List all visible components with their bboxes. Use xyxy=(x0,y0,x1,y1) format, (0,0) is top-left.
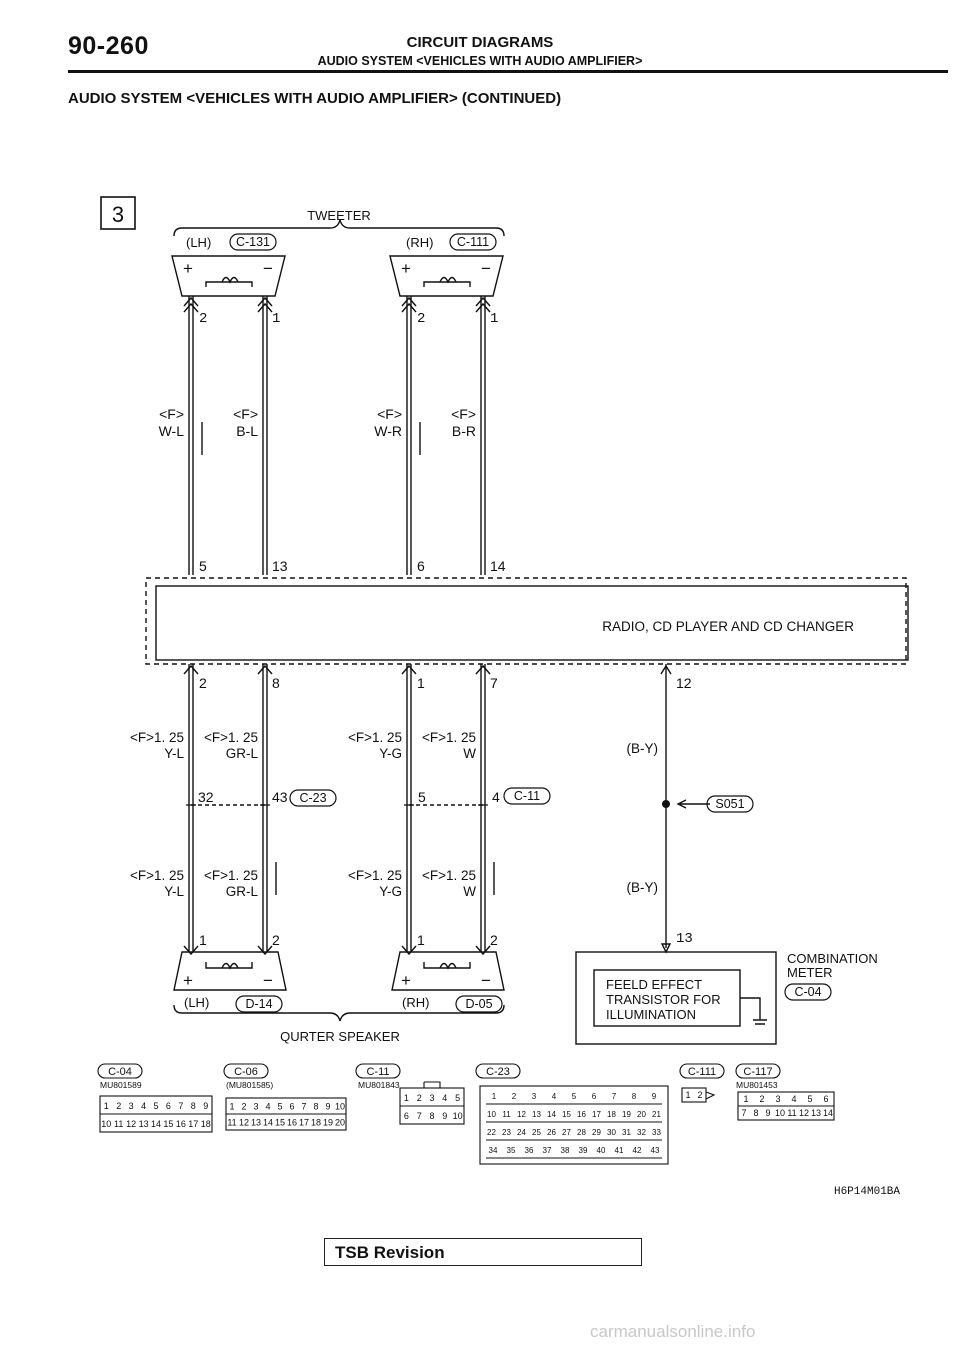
connector-pin: 1 xyxy=(491,1092,497,1101)
connector-pin: 25 xyxy=(532,1128,541,1137)
connector-pin: 14 xyxy=(547,1110,556,1119)
connector-view-id: C-117 xyxy=(743,1066,773,1078)
connector-pin: 15 xyxy=(274,1117,286,1128)
connector-pin: 3 xyxy=(253,1101,259,1112)
connector-pin: 36 xyxy=(524,1146,534,1155)
connector-pin: 6 xyxy=(289,1101,295,1112)
speaker-brace xyxy=(174,1005,504,1021)
connector-view-id: C-11 xyxy=(366,1066,390,1078)
connector-view-id: C-23 xyxy=(486,1066,510,1078)
connector-pin: 4 xyxy=(442,1093,448,1103)
connector-pin: 17 xyxy=(188,1119,199,1129)
connector-pin: 37 xyxy=(542,1146,552,1155)
connector-pin: 29 xyxy=(592,1128,601,1137)
wire-color: GR-L xyxy=(225,746,258,761)
connector-pin: 14 xyxy=(150,1119,162,1129)
pin-number: 2 xyxy=(490,932,498,948)
fet-label: ILLUMINATION xyxy=(606,1007,697,1022)
connector-pin: 16 xyxy=(286,1117,298,1128)
connector-views xyxy=(98,1064,834,1164)
tsb-revision-box: TSB Revision xyxy=(324,1238,642,1266)
wire-tag: <F>1. 25 xyxy=(129,868,184,883)
radio-pin: 7 xyxy=(490,675,498,691)
connector-pin: 13 xyxy=(810,1108,822,1119)
connector-pin: 3 xyxy=(429,1093,435,1103)
connector-pin: 4 xyxy=(551,1092,557,1101)
connector-pin: 14 xyxy=(822,1108,834,1119)
connector-pin: 38 xyxy=(560,1146,570,1155)
connector-pin: 1 xyxy=(229,1101,235,1112)
connector-pin: 20 xyxy=(334,1117,346,1128)
page-header-title: CIRCUIT DIAGRAMS xyxy=(406,34,554,51)
connector-pin: 1 xyxy=(743,1094,749,1105)
radio-pin: 13 xyxy=(272,558,288,574)
connector-pin: 9 xyxy=(651,1092,657,1101)
connector-pin: 6 xyxy=(823,1094,829,1105)
pin-number: 2 xyxy=(199,311,208,327)
connector-pin: 41 xyxy=(614,1146,624,1155)
connector-id: C-23 xyxy=(299,791,327,805)
connector-pin: 5 xyxy=(277,1101,283,1112)
splice-arrow xyxy=(678,800,710,808)
wire-tag: <F> xyxy=(233,406,258,422)
combination-meter-label: COMBINATION xyxy=(787,951,878,966)
connector-pin: 4 xyxy=(141,1101,147,1111)
connector-pin: 26 xyxy=(547,1128,556,1137)
wire-color: W-R xyxy=(374,423,402,439)
connector-pin: 11 xyxy=(114,1119,124,1129)
connector-pin: 7 xyxy=(178,1101,184,1111)
connector-pin: 33 xyxy=(652,1128,661,1137)
wire-color: Y-G xyxy=(379,884,402,899)
connector-pin: 24 xyxy=(517,1128,526,1137)
radio-pin: 1 xyxy=(417,675,425,691)
wire-color: Y-L xyxy=(164,884,184,899)
connector-part-number: MU801453 xyxy=(736,1080,778,1090)
radio-pin: 2 xyxy=(199,675,207,691)
connector-pin: 5 xyxy=(455,1093,461,1103)
connector-pin: 13 xyxy=(532,1110,541,1119)
connector-pin: 21 xyxy=(652,1110,661,1119)
connector-pin: 10 xyxy=(334,1101,346,1112)
connector-pin: 14 xyxy=(262,1117,274,1128)
connector-pin: 16 xyxy=(175,1119,186,1129)
connector-pin: 15 xyxy=(562,1110,571,1119)
speaker-minus: − xyxy=(481,971,491,990)
wire-color: GR-L xyxy=(225,884,258,899)
ground-wire-color: (B-Y) xyxy=(626,880,658,895)
connector-id: C-131 xyxy=(235,235,271,249)
splice-point xyxy=(662,800,670,808)
connector-pin: 4 xyxy=(791,1094,797,1105)
connector-pin: 7 xyxy=(301,1101,307,1112)
wire-color: B-R xyxy=(451,423,476,439)
connector-pin: 7 xyxy=(416,1111,422,1121)
connector-pin: 17 xyxy=(298,1117,310,1128)
connector-pin: 4 xyxy=(265,1101,271,1112)
connector-view-id: C-04 xyxy=(108,1066,132,1078)
connector-pin: 2 xyxy=(697,1090,703,1101)
connector-pin: 3 xyxy=(775,1094,781,1105)
connector-pin: 40 xyxy=(596,1146,606,1155)
radio-pin: 12 xyxy=(676,675,692,691)
connector-id: C-11 xyxy=(513,789,541,803)
wire-color: W xyxy=(463,746,476,761)
connector-pin: 18 xyxy=(310,1117,322,1128)
radio-pin: 8 xyxy=(272,675,280,691)
connector-pin: 2 xyxy=(241,1101,247,1112)
speaker-label: QURTER SPEAKER xyxy=(280,1029,400,1044)
connector-view-id: C-06 xyxy=(234,1066,258,1078)
connector-pin: 16 xyxy=(577,1110,586,1119)
radio-label: RADIO, CD PLAYER AND CD CHANGER xyxy=(602,619,854,634)
connector-pin: 42 xyxy=(632,1146,642,1155)
wire-tag: <F>1. 25 xyxy=(129,730,184,745)
tweeter-plus: + xyxy=(183,259,193,278)
connector-view-id: C-111 xyxy=(687,1066,717,1078)
connector-pin: 8 xyxy=(753,1108,759,1119)
connector-id: D-05 xyxy=(465,997,493,1011)
connector-pin: 10 xyxy=(487,1110,496,1119)
speaker-plus: + xyxy=(183,971,193,990)
connector-pin: 28 xyxy=(577,1128,586,1137)
wire-tag: <F> xyxy=(451,406,476,422)
connector-pin: 32 xyxy=(637,1128,646,1137)
wire-tag: <F>1. 25 xyxy=(347,868,402,883)
connector-pin: 8 xyxy=(190,1101,196,1111)
connector-pin: 19 xyxy=(322,1117,334,1128)
connector-pin: 3 xyxy=(128,1101,134,1111)
wire-tag: <F>1. 25 xyxy=(203,868,258,883)
wire-tag: <F>1. 25 xyxy=(421,868,476,883)
connector-pin: 2 xyxy=(759,1094,765,1105)
pin-number: 1 xyxy=(199,932,207,948)
speaker-rh-side: (RH) xyxy=(402,995,430,1010)
connector-pin: 10 xyxy=(774,1108,786,1119)
wire-tag: <F>1. 25 xyxy=(203,730,258,745)
connector-pin: 27 xyxy=(562,1128,571,1137)
joint-pin: 32 xyxy=(198,789,214,805)
joint-pin: 5 xyxy=(418,789,426,805)
connector-pin: 18 xyxy=(200,1119,211,1129)
radio-pin: 5 xyxy=(199,558,207,574)
connector-pin: 8 xyxy=(313,1101,319,1112)
connector-pin: 9 xyxy=(765,1108,771,1119)
connector-pin: 10 xyxy=(101,1119,112,1129)
wire-color: W-L xyxy=(158,423,184,439)
connector-pin: 6 xyxy=(403,1111,409,1121)
wire-tag: <F>1. 25 xyxy=(421,730,476,745)
wire-tag: <F> xyxy=(377,406,402,422)
connector-pin: 2 xyxy=(116,1101,122,1111)
connector-pin: 1 xyxy=(403,1093,409,1103)
connector-part-number: MU801843 xyxy=(358,1080,400,1090)
tweeter-rh-side: (RH) xyxy=(406,235,434,250)
connector-pin: 7 xyxy=(741,1108,747,1119)
connector-pin: 12 xyxy=(798,1108,810,1119)
tweeter-minus: − xyxy=(481,259,491,278)
connector-pin: 10 xyxy=(452,1111,463,1121)
connector-pin: 23 xyxy=(502,1128,511,1137)
connector-pin: 13 xyxy=(138,1119,149,1129)
connector-pin: 1 xyxy=(685,1090,691,1101)
connector-pin: 7 xyxy=(611,1092,617,1101)
connector-pin: 6 xyxy=(591,1092,597,1101)
tweeter-plus: + xyxy=(401,259,411,278)
pin-number: 1 xyxy=(417,932,425,948)
page-header-subtitle: AUDIO SYSTEM <VEHICLES WITH AUDIO AMPLIFIER> xyxy=(317,54,643,68)
connector-id: C-111 xyxy=(456,235,490,249)
splice-id: S051 xyxy=(715,797,745,811)
speaker-wires xyxy=(184,664,490,954)
connector-part-number: (MU801585) xyxy=(226,1080,274,1090)
pin-number: 1 xyxy=(490,311,499,327)
wire-color: Y-L xyxy=(164,746,184,761)
tweeter-lh-side: (LH) xyxy=(186,235,212,250)
connector-id: D-14 xyxy=(245,997,273,1011)
connector-pin: 2 xyxy=(511,1092,517,1101)
connector-pin: 9 xyxy=(203,1101,209,1111)
tweeter-wires xyxy=(184,296,490,575)
connector-pin: 11 xyxy=(227,1117,237,1128)
figure-code: H6P14M01BA xyxy=(833,1186,900,1198)
wire-color: W xyxy=(463,884,476,899)
connector-pin: 18 xyxy=(607,1110,616,1119)
wire-tag: <F>1. 25 xyxy=(347,730,402,745)
wire-color: B-L xyxy=(236,423,258,439)
connector-pin: 34 xyxy=(488,1146,498,1155)
connector-pin: 8 xyxy=(631,1092,637,1101)
connector-pin: 2 xyxy=(416,1093,422,1103)
page-number: 90-260 xyxy=(68,32,149,60)
fet-label: TRANSISTOR FOR xyxy=(606,992,721,1007)
connector-pin: 35 xyxy=(506,1146,516,1155)
connector-pin: 5 xyxy=(571,1092,577,1101)
connector-pin: 30 xyxy=(607,1128,616,1137)
meter-pin: 13 xyxy=(676,931,693,947)
block-number: 3 xyxy=(111,202,125,227)
connector-pin: 19 xyxy=(622,1110,631,1119)
connector-pin: 12 xyxy=(238,1117,250,1128)
speaker-plus: + xyxy=(401,971,411,990)
connector-pin: 9 xyxy=(442,1111,448,1121)
connector-part-number: MU801589 xyxy=(100,1080,142,1090)
wire-tag: <F> xyxy=(159,406,184,422)
pin-number: 2 xyxy=(417,311,426,327)
combination-meter-label: METER xyxy=(787,965,833,980)
connector-pin: 15 xyxy=(163,1119,174,1129)
connector-pin: 13 xyxy=(250,1117,262,1128)
section-title: AUDIO SYSTEM <VEHICLES WITH AUDIO AMPLIFIER> (CONTINUED) xyxy=(68,90,562,107)
joint-pin: 4 xyxy=(492,789,500,805)
connector-pin: 12 xyxy=(126,1119,137,1129)
ground-wire-color: (B-Y) xyxy=(626,741,658,756)
connector-pin: 22 xyxy=(487,1128,496,1137)
connector-pin: 3 xyxy=(531,1092,537,1101)
connector-pin: 12 xyxy=(517,1110,526,1119)
watermark: carmanualsonline.info xyxy=(590,1322,756,1341)
connector-pin: 11 xyxy=(502,1110,511,1119)
joint-pin: 43 xyxy=(272,789,288,805)
connector-pin: 5 xyxy=(807,1094,813,1105)
speaker-minus: − xyxy=(263,971,273,990)
fet-label: FEELD EFFECT xyxy=(606,977,703,992)
connector-pin: 6 xyxy=(165,1101,171,1111)
connector-pin: 39 xyxy=(578,1146,588,1155)
connector-pin: 8 xyxy=(429,1111,435,1121)
connector-id: C-04 xyxy=(794,985,822,999)
radio-pin: 14 xyxy=(490,558,506,574)
pin-number: 1 xyxy=(272,311,281,327)
radio-pin: 6 xyxy=(417,558,425,574)
tweeter-minus: − xyxy=(263,259,273,278)
connector-pin: 1 xyxy=(103,1101,109,1111)
connector-pin: 9 xyxy=(325,1101,331,1112)
connector-pin: 5 xyxy=(153,1101,159,1111)
connector-pin: 20 xyxy=(637,1110,646,1119)
connector-pin: 43 xyxy=(650,1146,660,1155)
connector-pin: 31 xyxy=(622,1128,631,1137)
pin-number: 2 xyxy=(272,932,280,948)
connector-pin: 11 xyxy=(787,1108,797,1119)
tweeter-label: TWEETER xyxy=(307,208,371,223)
wire-color: Y-G xyxy=(379,746,402,761)
speaker-lh-side: (LH) xyxy=(184,995,210,1010)
connector-pin: 17 xyxy=(592,1110,601,1119)
